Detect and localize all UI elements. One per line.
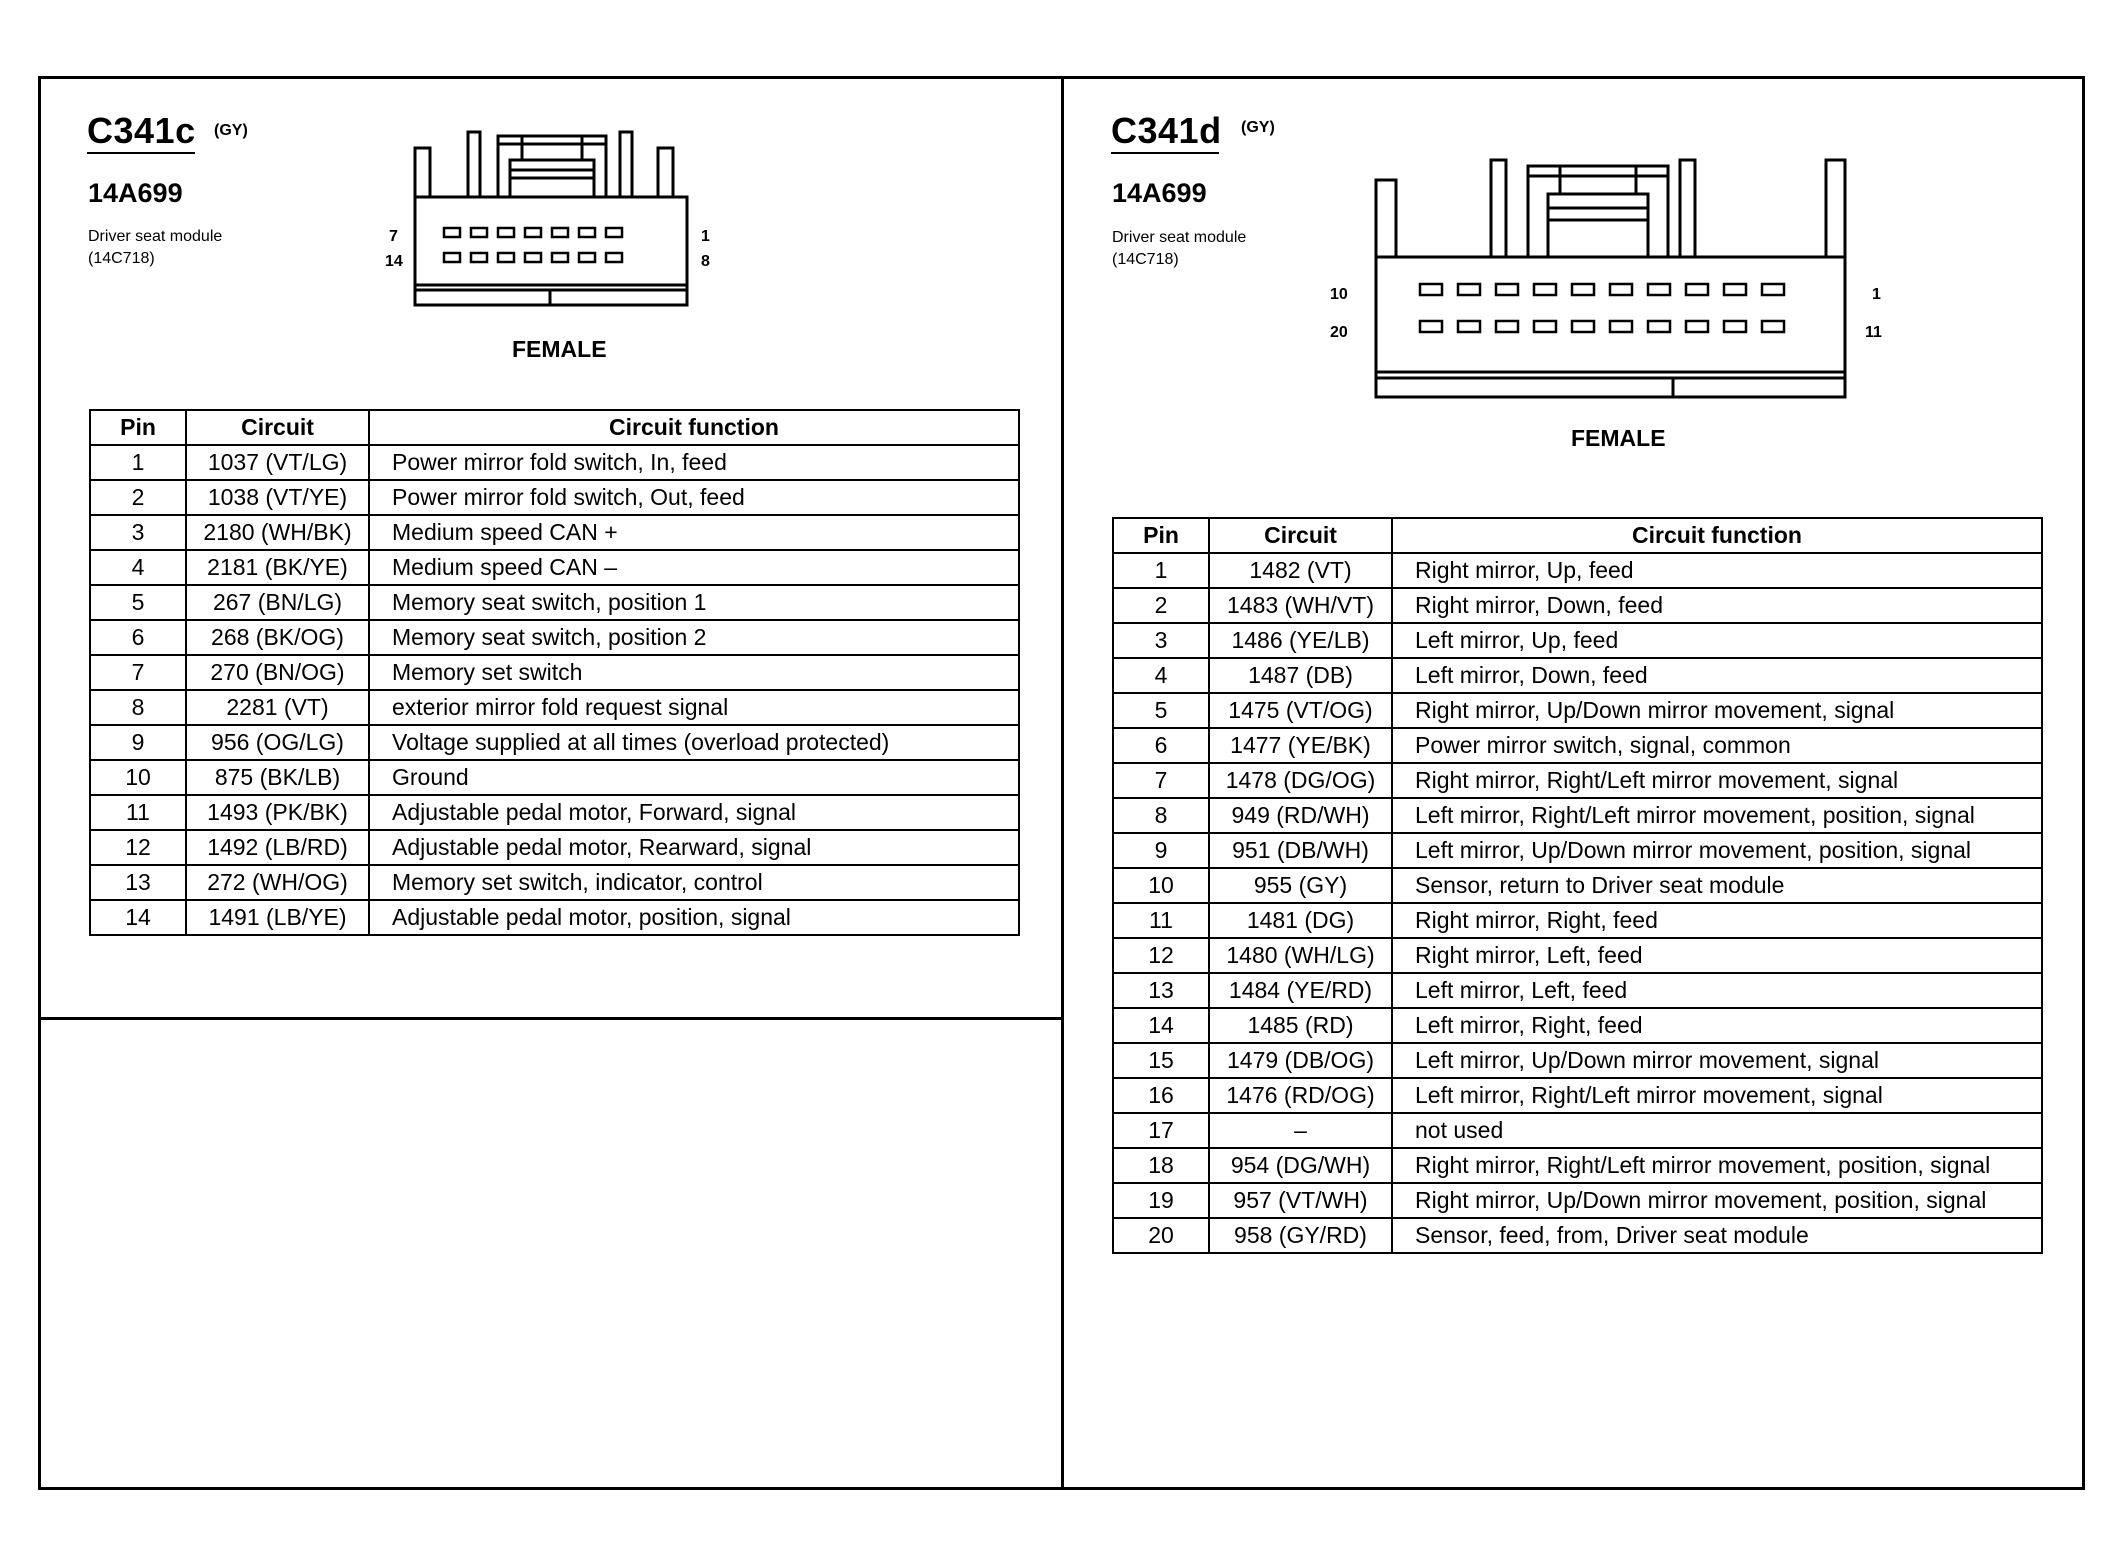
pin-cell: 4 — [1113, 658, 1209, 693]
circuit-cell: 1484 (YE/RD) — [1209, 973, 1392, 1008]
table-row — [1113, 693, 2042, 728]
table-row — [90, 620, 1019, 655]
table-row — [1113, 798, 2042, 833]
table-row — [90, 445, 1019, 480]
function-cell: Medium speed CAN – — [369, 550, 1019, 585]
pin-label-top-right: 1 — [701, 228, 710, 245]
circuit-cell: 1492 (LB/RD) — [186, 830, 369, 865]
circuit-cell: 875 (BK/LB) — [186, 760, 369, 795]
circuit-cell: – — [1209, 1113, 1392, 1148]
pin-cell: 3 — [1113, 623, 1209, 658]
circuit-cell: 949 (RD/WH) — [1209, 798, 1392, 833]
table-row — [90, 795, 1019, 830]
circuit-cell: 1480 (WH/LG) — [1209, 938, 1392, 973]
pin-cell: 12 — [90, 830, 186, 865]
pin-cell: 7 — [1113, 763, 1209, 798]
header-pin: Pin — [90, 410, 186, 445]
function-cell: Memory seat switch, position 1 — [369, 585, 1019, 620]
header-pin: Pin — [1113, 518, 1209, 553]
circuit-cell: 1479 (DB/OG) — [1209, 1043, 1392, 1078]
circuit-cell: 270 (BN/OG) — [186, 655, 369, 690]
table-row — [1113, 1218, 2042, 1253]
function-cell: Power mirror fold switch, Out, feed — [369, 480, 1019, 515]
color-code: (GY) — [1241, 119, 1275, 136]
circuit-cell: 1482 (VT) — [1209, 553, 1392, 588]
function-cell: Right mirror, Right, feed — [1392, 903, 2042, 938]
function-cell: Left mirror, Right, feed — [1392, 1008, 2042, 1043]
function-cell: Right mirror, Up, feed — [1392, 553, 2042, 588]
connector-face-c341c — [400, 120, 700, 320]
circuit-cell: 268 (BK/OG) — [186, 620, 369, 655]
function-cell: Medium speed CAN + — [369, 515, 1019, 550]
function-cell: Right mirror, Up/Down mirror movement, signal — [1392, 693, 2042, 728]
header-function: Circuit function — [369, 410, 1019, 445]
pin-cell: 1 — [1113, 553, 1209, 588]
header-circuit: Circuit — [1209, 518, 1392, 553]
function-cell: Left mirror, Up, feed — [1392, 623, 2042, 658]
pin-label-top-left: 10 — [1330, 286, 1348, 303]
table-row — [1113, 1043, 2042, 1078]
pin-table-c341d — [1112, 517, 2043, 1254]
table-row — [90, 830, 1019, 865]
pin-cavities — [444, 228, 622, 262]
table-row — [1113, 763, 2042, 798]
function-cell: Right mirror, Left, feed — [1392, 938, 2042, 973]
table-row — [1113, 938, 2042, 973]
table-row — [1113, 1183, 2042, 1218]
pin-label-bottom-right: 11 — [1865, 324, 1882, 341]
function-cell: Adjustable pedal motor, Rearward, signal — [369, 830, 1019, 865]
pin-cell: 14 — [90, 900, 186, 935]
circuit-cell: 1478 (DG/OG) — [1209, 763, 1392, 798]
pin-cell: 11 — [90, 795, 186, 830]
function-cell: Left mirror, Right/Left mirror movement, position, signal — [1392, 798, 2042, 833]
table-row — [90, 480, 1019, 515]
pin-cell: 13 — [1113, 973, 1209, 1008]
pin-cell: 13 — [90, 865, 186, 900]
pin-cell: 16 — [1113, 1078, 1209, 1113]
function-cell: exterior mirror fold request signal — [369, 690, 1019, 725]
function-cell: Left mirror, Up/Down mirror movement, signal — [1392, 1043, 2042, 1078]
circuit-cell: 955 (GY) — [1209, 868, 1392, 903]
description-line1: Driver seat module — [88, 228, 223, 245]
circuit-cell: 954 (DG/WH) — [1209, 1148, 1392, 1183]
function-cell: Voltage supplied at all times (overload protected) — [369, 725, 1019, 760]
table-row — [90, 690, 1019, 725]
connector-id: C341c — [87, 110, 196, 151]
function-cell: not used — [1392, 1113, 2042, 1148]
function-cell: Memory set switch — [369, 655, 1019, 690]
pin-cell: 18 — [1113, 1148, 1209, 1183]
pin-label-top-right: 1 — [1872, 286, 1881, 303]
circuit-cell: 951 (DB/WH) — [1209, 833, 1392, 868]
circuit-cell: 1038 (VT/YE) — [186, 480, 369, 515]
function-cell: Memory seat switch, position 2 — [369, 620, 1019, 655]
circuit-cell: 2281 (VT) — [186, 690, 369, 725]
function-cell: Left mirror, Left, feed — [1392, 973, 2042, 1008]
header-circuit: Circuit — [186, 410, 369, 445]
circuit-cell: 272 (WH/OG) — [186, 865, 369, 900]
part-number: 14A699 — [88, 178, 183, 208]
table-row — [1113, 658, 2042, 693]
circuit-cell: 1491 (LB/YE) — [186, 900, 369, 935]
table-row — [1113, 553, 2042, 588]
circuit-cell: 957 (VT/WH) — [1209, 1183, 1392, 1218]
pin-cell: 17 — [1113, 1113, 1209, 1148]
table-header-row — [1113, 518, 2042, 553]
table-header-row — [90, 410, 1019, 445]
table-row — [1113, 588, 2042, 623]
table-row — [1113, 623, 2042, 658]
table-row — [90, 865, 1019, 900]
connector-id-underline — [87, 152, 195, 154]
circuit-cell: 1037 (VT/LG) — [186, 445, 369, 480]
connector-id: C341d — [1111, 110, 1222, 151]
pin-cell: 10 — [1113, 868, 1209, 903]
pin-cell: 3 — [90, 515, 186, 550]
circuit-cell: 1486 (YE/LB) — [1209, 623, 1392, 658]
pin-cell: 19 — [1113, 1183, 1209, 1218]
description-line2: (14C718) — [1112, 251, 1179, 268]
connector-id-underline — [1111, 152, 1219, 154]
pin-table-c341c — [89, 409, 1020, 936]
pin-label-top-left: 7 — [389, 228, 398, 245]
table-row — [1113, 903, 2042, 938]
function-cell: Right mirror, Down, feed — [1392, 588, 2042, 623]
pin-cell: 20 — [1113, 1218, 1209, 1253]
pin-cell: 7 — [90, 655, 186, 690]
pin-cell: 12 — [1113, 938, 1209, 973]
circuit-cell: 956 (OG/LG) — [186, 725, 369, 760]
function-cell: Adjustable pedal motor, Forward, signal — [369, 795, 1019, 830]
panel-empty-lower-left — [38, 1017, 1064, 1490]
pin-cell: 6 — [1113, 728, 1209, 763]
function-cell: Power mirror switch, signal, common — [1392, 728, 2042, 763]
table-row — [1113, 1113, 2042, 1148]
pin-cell: 11 — [1113, 903, 1209, 938]
function-cell: Right mirror, Up/Down mirror movement, position, signal — [1392, 1183, 2042, 1218]
table-row — [90, 585, 1019, 620]
table-row — [1113, 868, 2042, 903]
part-number: 14A699 — [1112, 178, 1207, 208]
color-code: (GY) — [214, 122, 248, 139]
table-row — [90, 550, 1019, 585]
pin-cell: 10 — [90, 760, 186, 795]
function-cell: Left mirror, Up/Down mirror movement, position, signal — [1392, 833, 2042, 868]
pin-cell: 8 — [1113, 798, 1209, 833]
table-row — [90, 655, 1019, 690]
function-cell: Power mirror fold switch, In, feed — [369, 445, 1019, 480]
pin-cell: 14 — [1113, 1008, 1209, 1043]
pin-cell: 5 — [1113, 693, 1209, 728]
circuit-cell: 1477 (YE/BK) — [1209, 728, 1392, 763]
table-row — [1113, 1078, 2042, 1113]
table-row — [1113, 1148, 2042, 1183]
gender-label: FEMALE — [512, 336, 607, 362]
table-row — [90, 760, 1019, 795]
pin-cell: 1 — [90, 445, 186, 480]
header-function: Circuit function — [1392, 518, 2042, 553]
table-row — [1113, 833, 2042, 868]
circuit-cell: 1493 (PK/BK) — [186, 795, 369, 830]
pin-label-bottom-right: 8 — [701, 253, 710, 270]
pin-cell: 9 — [90, 725, 186, 760]
table-row — [90, 515, 1019, 550]
pin-label-bottom-left: 14 — [385, 253, 403, 270]
circuit-cell: 958 (GY/RD) — [1209, 1218, 1392, 1253]
function-cell: Right mirror, Right/Left mirror movement, position, signal — [1392, 1148, 2042, 1183]
function-cell: Sensor, feed, from, Driver seat module — [1392, 1218, 2042, 1253]
table-row — [90, 900, 1019, 935]
pin-label-bottom-left: 20 — [1330, 324, 1348, 341]
function-cell: Memory set switch, indicator, control — [369, 865, 1019, 900]
function-cell: Right mirror, Right/Left mirror movement, signal — [1392, 763, 2042, 798]
circuit-cell: 2181 (BK/YE) — [186, 550, 369, 585]
circuit-cell: 1485 (RD) — [1209, 1008, 1392, 1043]
function-cell: Sensor, return to Driver seat module — [1392, 868, 2042, 903]
description-line2: (14C718) — [88, 250, 155, 267]
pin-cell: 6 — [90, 620, 186, 655]
description-line1: Driver seat module — [1112, 229, 1247, 246]
function-cell: Left mirror, Right/Left mirror movement, signal — [1392, 1078, 2042, 1113]
circuit-cell: 1483 (WH/VT) — [1209, 588, 1392, 623]
circuit-cell: 1475 (VT/OG) — [1209, 693, 1392, 728]
function-cell: Left mirror, Down, feed — [1392, 658, 2042, 693]
circuit-cell: 1481 (DG) — [1209, 903, 1392, 938]
pin-cell: 4 — [90, 550, 186, 585]
pin-cell: 2 — [1113, 588, 1209, 623]
function-cell: Ground — [369, 760, 1019, 795]
function-cell: Adjustable pedal motor, position, signal — [369, 900, 1019, 935]
circuit-cell: 2180 (WH/BK) — [186, 515, 369, 550]
pin-cell: 15 — [1113, 1043, 1209, 1078]
table-row — [1113, 973, 2042, 1008]
table-row — [90, 725, 1019, 760]
circuit-cell: 1487 (DB) — [1209, 658, 1392, 693]
circuit-cell: 267 (BN/LG) — [186, 585, 369, 620]
pin-cell: 8 — [90, 690, 186, 725]
pin-cell: 9 — [1113, 833, 1209, 868]
pin-cell: 5 — [90, 585, 186, 620]
gender-label: FEMALE — [1571, 425, 1666, 451]
pin-cavities — [1420, 284, 1784, 332]
connector-face-c341d — [1360, 150, 1860, 410]
table-row — [1113, 1008, 2042, 1043]
pin-cell: 2 — [90, 480, 186, 515]
circuit-cell: 1476 (RD/OG) — [1209, 1078, 1392, 1113]
table-row — [1113, 728, 2042, 763]
